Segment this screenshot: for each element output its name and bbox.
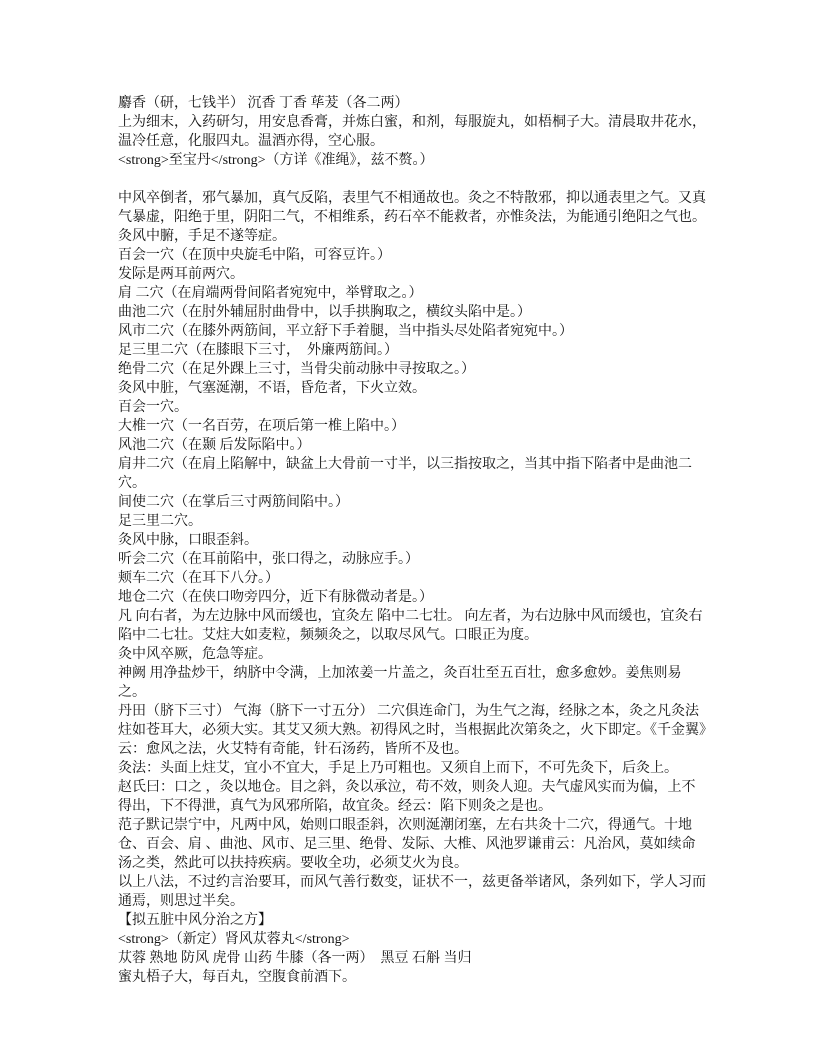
paragraph: 百会一穴（在顶中央旋毛中陷，可容豆许。）	[118, 248, 391, 263]
paragraph: 蜜丸梧子大，每百丸，空腹食前酒下。	[118, 970, 356, 985]
document-body	[118, 94, 706, 987]
paragraph: 地仓二穴（在侠口吻旁四分，近下有脉微动者是。）	[118, 590, 433, 605]
paragraph: 灸风中腑，手足不遂等症。	[118, 229, 286, 244]
paragraph: 凡 向右者，为左边脉中风而缓也，宜灸左 陷中二七壮。 向左者，为右边脉中风而缓也，宜灸右 陷中二七壮。艾炷大如麦粒，频频灸之，以取尽风气。口眼正为度。	[118, 609, 706, 643]
paragraph: 曲池二穴（在肘外辅屈肘曲骨中，以手拱胸取之，横纹头陷中是。）	[118, 305, 531, 320]
paragraph: 以上八法，不过约言治要耳，而风气善行数变，证状不一，兹更备举诸风，条列如下，学人习而通焉，则思过半矣。	[118, 875, 706, 909]
paragraph: 足三里二穴（在膝眼下三寸， 外廉两筋间。）	[118, 343, 398, 358]
paragraph: <strong>（新定）肾风苁蓉丸</strong>	[118, 932, 350, 947]
paragraph: 百会一穴。	[118, 400, 188, 415]
paragraph: 听会二穴（在耳前陷中，张口得之，动脉应手。）	[118, 552, 419, 567]
preparation-paragraph: 上为细末，入药研匀，用安息香膏，并炼白蜜，和剂，每服旋丸，如梧桐子大。清晨取井花水，温冷任意，化服四丸。温酒亦得，空心服。	[118, 115, 706, 149]
paragraph: 灸法：头面上炷艾，宜小不宜大，手足上乃可粗也。又须自上而下，不可先灸下，后灸上。	[118, 761, 678, 776]
ingredient-line: 麝香（研，七钱半） 沉香 丁香 荜茇（各二两）	[118, 96, 409, 111]
paragraph: 风市二穴（在膝外两筋间，平立舒下手着腿，当中指头尽处陷者宛宛中。）	[118, 324, 573, 339]
paragraph: 灸中风卒厥，危急等症。	[118, 647, 272, 662]
paragraph: 肩 二穴（在肩端两骨间陷者宛宛中，举臂取之。）	[118, 286, 423, 301]
paragraph: 范子默记崇宁中，凡两中风，始则口眼歪斜，次则涎潮闭塞，左右共灸十二穴，得通气。十地仓、百会、肩 、曲池、风市、足三里、绝骨、发际、大椎、风池罗谦甫云：凡治风，莫如续命汤之类，然此可以扶持疾病。要收全功，必须艾火为良。	[118, 818, 696, 871]
paragraph-list	[118, 189, 706, 987]
paragraph: 足三里二穴。	[118, 514, 202, 529]
paragraph: 苁蓉 熟地 防风 虎骨 山药 牛膝（各一两） 黑豆 石斛 当归	[118, 951, 472, 966]
paragraph: 灸风中脏，气塞涎潮，不语，昏危者，下火立效。	[118, 381, 426, 396]
formula-reference: <strong>至宝丹</strong>（方详《准绳》，兹不赘。）	[118, 153, 434, 168]
paragraph: 中风卒倒者，邪气暴加，真气反陷，表里气不相通故也。灸之不特散邪，抑以通表里之气。又真气暴虚，阳绝于里，阴阳二气，不相维系，药石卒不能救者，亦惟灸法，为能通引绝阳之气也。	[118, 191, 706, 225]
paragraph: 肩井二穴（在肩上陷解中，缺盆上大骨前一寸半，以三指按取之，当其中指下陷者中是曲池二穴。	[118, 457, 692, 491]
blank-line	[118, 170, 706, 189]
paragraph: 风池二穴（在颞 后发际陷中。）	[118, 438, 311, 453]
paragraph: 发际是两耳前两穴。	[118, 267, 244, 282]
paragraph: 绝骨二穴（在足外踝上三寸，当骨尖前动脉中寻按取之。）	[118, 362, 475, 377]
paragraph: 间使二穴（在掌后三寸两筋间陷中。）	[118, 495, 349, 510]
paragraph: 丹田（脐下三寸） 气海（脐下一寸五分） 二穴俱连命门，为生气之海，经脉之本，灸之凡灸法炷如苍耳大，必须大实。其艾又须大熟。初得风之时，当根据此次第灸之，火下即定。《千金翼》云：愈风之法，火艾特有奇能，针石汤药，皆所不及也。	[118, 704, 706, 757]
paragraph: 神阙 用净盐炒干，纳脐中令满，上加浓姜一片盖之，灸百壮至五百壮，愈多愈妙。姜焦则易之。	[118, 666, 682, 700]
paragraph: 颊车二穴（在耳下八分。）	[118, 571, 279, 586]
paragraph: 大椎一穴（一名百劳，在项后第一椎上陷中。）	[118, 419, 405, 434]
paragraph: 赵氏曰：口之 ，灸以地仓。目之斜，灸以承泣，苟不效，则灸人迎。夫气虚风实而为偏，上不得出，下不得泄，真气为风邪所陷，故宜灸。经云：陷下则灸之是也。	[118, 780, 696, 814]
paragraph: 【拟五脏中风分治之方】	[118, 913, 272, 928]
paragraph: 灸风中脉，口眼歪斜。	[118, 533, 258, 548]
